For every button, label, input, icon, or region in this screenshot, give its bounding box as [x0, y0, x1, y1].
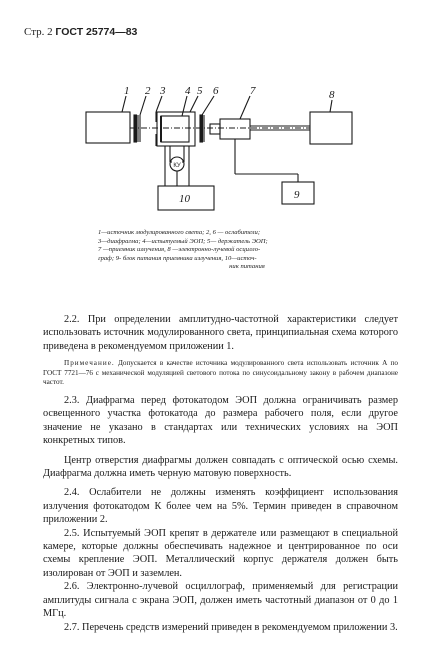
caption-line: 7 —приемник излучения, 8 —электронно-лучевой осцилло- [98, 246, 261, 254]
note-text: Допускается в качестве источника модулированного света использовать источник А по ГОСТ 7721—76 с механической модуляцией светового потока по синусоидальному закону в рабочем диапазоне частот. [43, 359, 398, 387]
caption-line: 3—диафрагма; 4—испытуемый ЭОП; 5— держатель ЭОП; [98, 237, 268, 245]
note-lead: Примечание. [64, 359, 115, 368]
label-1: 1 [124, 85, 130, 97]
oscilloscope-block [310, 112, 352, 144]
paragraph-2-3-continued: Центр отверстия диафрагмы должен совпадать с оптической осью схемы. Диафрагма должна иметь черную матовую поверхность. [43, 454, 398, 480]
label-6: 6 [213, 85, 219, 97]
label-5: 5 [197, 85, 203, 97]
meter-label: КУ [173, 163, 181, 169]
paragraph-2-4: 2.4. Ослабители не должны изменять коэффициент использования излучения фотокатодом К более чем на 5%. Термин приведен в справочном приложении 2. [43, 487, 398, 526]
label-9: 9 [294, 189, 300, 201]
figure-caption [98, 229, 396, 272]
body-text [43, 313, 398, 634]
page-header [24, 26, 137, 38]
paragraph-2-7: 2.7. Перечень средств измерений приведен в рекомендуемом приложении 3. [64, 621, 398, 633]
caption-line: граф; 9- блок питания приемника излучения, 10—источ- [98, 254, 257, 262]
radiation-receiver [220, 119, 250, 139]
label-7: 7 [250, 85, 256, 97]
standard-number: ГОСТ 25774—83 [55, 26, 138, 38]
label-3: 3 [160, 85, 166, 97]
note-paragraph [43, 359, 398, 388]
paragraph-2-3: 2.3. Диафрагма перед фотокатодом ЭОП должна ограничивать размер освещенного участка фотокатода до размера рабочего поля, если другое значение не указано в стандартах или технических условиях на ЭОП конкретных типов. [43, 395, 398, 447]
paragraph-2-6: 2.6. Электронно-лучевой осциллограф, применяемый для регистрации амплитуды сигнала с экрана ЭОП, должен иметь частотный диапазон от 0 до 1 МГц. [43, 581, 398, 620]
page-label: Стр. 2 [24, 26, 53, 38]
paragraph-2-5: 2.5. Испытуемый ЭОП крепят в держателе или размещают в специальной камере, которые должны обеспечивать надежное и центрированное по оси схемы крепление ЭОП. Металлический корпус держателя должен быть изолирован от ЭОП и заземлен. [43, 527, 398, 579]
caption-line: 1—источник модулированного света; 2, 6 — ослабители; [98, 229, 261, 236]
label-2: 2 [145, 85, 151, 97]
label-10: 10 [179, 193, 190, 205]
label-8: 8 [329, 89, 335, 101]
label-4: 4 [185, 85, 191, 97]
paragraph-2-2: 2.2. При определении амплитудно-частотной характеристики следует использовать источник модулированного света, принципиальная схема которого приведена в рекомендуемом приложении 1. [43, 314, 398, 352]
caption-line: ник питания [229, 263, 265, 271]
tested-eop [161, 116, 189, 142]
light-source-block [86, 112, 130, 143]
